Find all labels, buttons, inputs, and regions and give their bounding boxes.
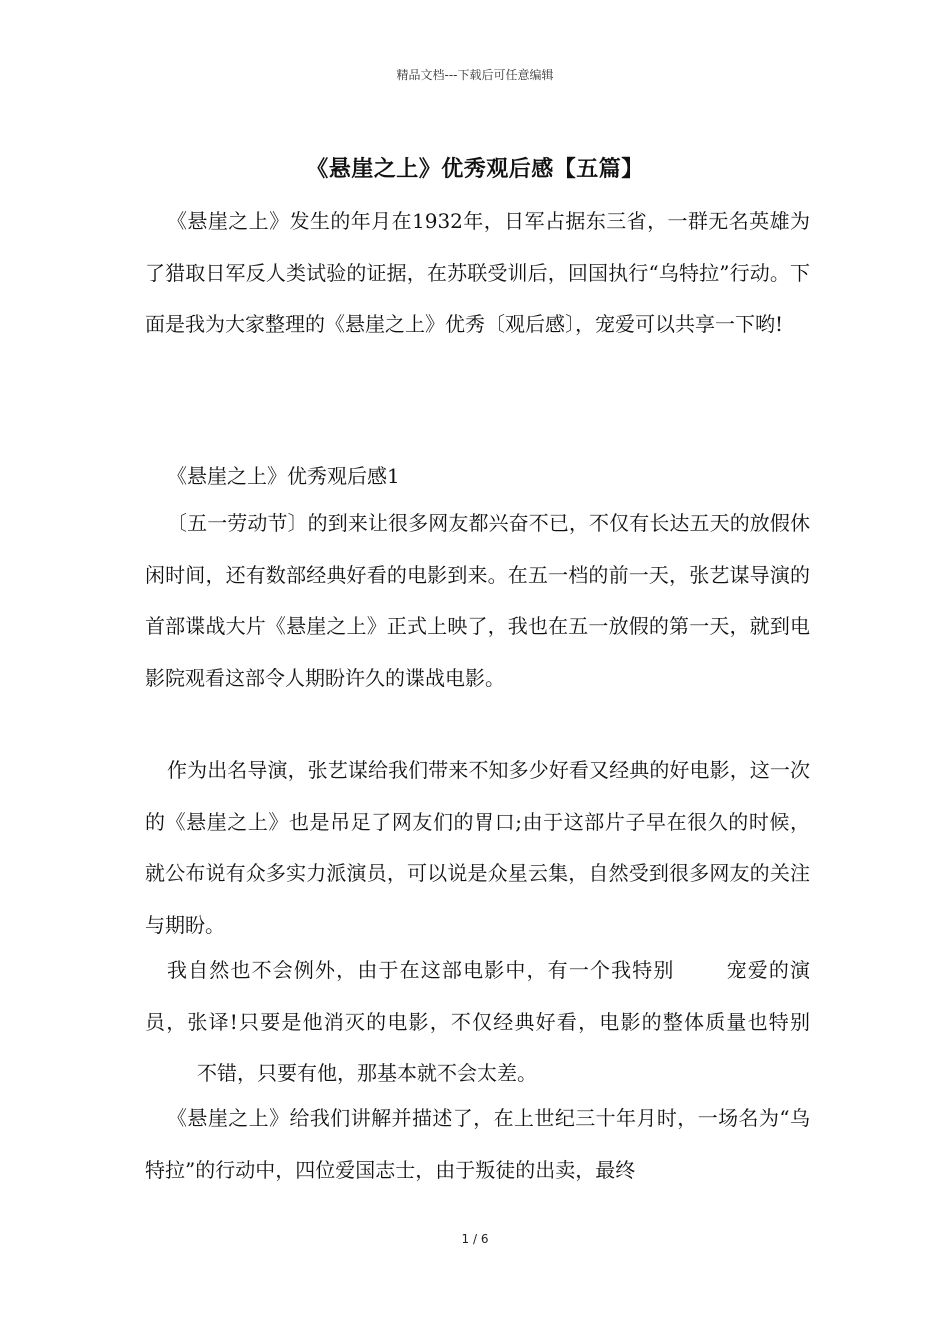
paragraph-3-part-a: 我自然也不会例外，由于在这部电影中，有一个我特别	[167, 958, 675, 982]
section-heading: 《悬崖之上》优秀观后感1	[167, 464, 400, 488]
section-heading-block	[145, 451, 810, 503]
paragraph-1: 〔五一劳动节〕的到来让很多网友都兴奋不已，不仅有长达五天的放假休闲时间，还有数部经典好看的电影到来。在五一档的前一天，张艺谋导演的首部谍战大片《悬崖之上》正式上映了，我也在五一放假的第一天，就到电影院观看这部令人期盼许久的谍战电影。	[145, 511, 810, 690]
paragraph-4: 《悬崖之上》给我们讲解并描述了，在上世纪三十年月时，一场名为“乌特拉”的行动中，四位爱国志士，由于叛徒的出卖，最终	[145, 1106, 810, 1182]
paragraph-1-block	[145, 498, 810, 704]
page-number: 1 / 6	[461, 1232, 489, 1246]
paragraph-2-block	[145, 745, 810, 951]
paragraph-3-part-c: 不错，只要有他，那基本就不会太差。	[197, 1061, 537, 1085]
document-header-note: 精品文档---下载后可任意编辑	[396, 68, 554, 82]
document-title: 《悬崖之上》优秀观后感【五篇】	[306, 157, 644, 182]
paragraph-2: 作为出名导演，张艺谋给我们带来不知多少好看又经典的好电影，这一次的《悬崖之上》也是吊足了网友们的胃口;由于这部片子早在很久的时候，就公布说有众多实力派演员，可以说是众星云集，自然受到很多网友的关注与期盼。	[145, 758, 810, 937]
paragraph-3-block	[145, 945, 810, 1100]
paragraph-3	[145, 945, 810, 1100]
intro-block	[145, 196, 810, 351]
paragraph-4-block	[145, 1093, 810, 1196]
paragraph-3-part-b: 宠爱的演员，张译!只要是他消灭的电影，不仅经典好看，电影的整体质量也特别	[145, 958, 811, 1034]
intro-paragraph: 《悬崖之上》发生的年月在1932年，日军占据东三省，一群无名英雄为了猎取日军反人类试验的证据，在苏联受训后，回国执行“乌特拉”行动。下面是我为大家整理的《悬崖之上》优秀〔观后感〕，宠爱可以共享一下哟!	[145, 209, 810, 336]
